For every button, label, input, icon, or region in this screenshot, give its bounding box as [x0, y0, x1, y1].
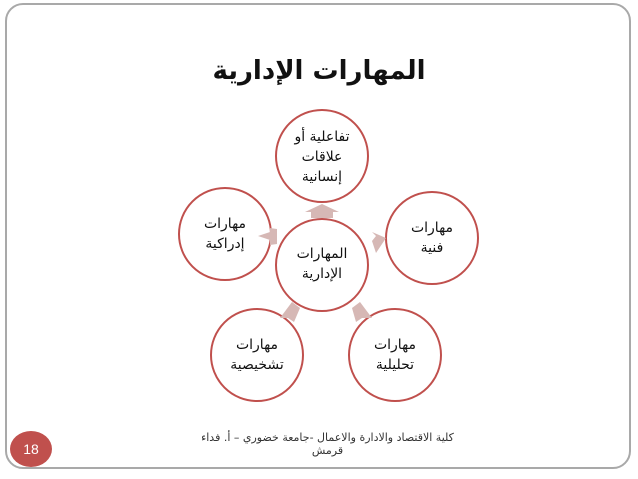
slide-title: المهارات الإدارية: [212, 56, 426, 86]
node-top-line-2: علاقات: [301, 149, 343, 165]
node-bottom-left-line-1: مهارات: [235, 337, 279, 353]
slide-footer: كلية الاقتصاد والادارة والاعمال -جامعة خضوري – أ. فداء قرمش: [201, 431, 454, 457]
node-right-label: [386, 218, 478, 258]
node-top-label: [276, 127, 368, 187]
node-right-line-2: فنية: [420, 240, 444, 256]
node-left-label: [179, 214, 271, 254]
node-bottom-right-label: [349, 335, 441, 375]
arrow-up: [305, 204, 339, 218]
node-bottom-left-line-2: تشخيصية: [230, 357, 284, 373]
node-left-line-1: مهارات: [203, 216, 247, 232]
arrow-right: [372, 232, 386, 253]
center-node-label: [276, 244, 368, 284]
node-bottom-left-label: [211, 335, 303, 375]
node-bottom-right-line-2: تحليلية: [375, 357, 415, 373]
center-line-1: المهارات: [296, 246, 348, 262]
node-top-line-3: إنسانية: [301, 169, 343, 185]
node-left-line-2: إدراكية: [205, 236, 245, 252]
center-line-2: الإدارية: [301, 266, 343, 282]
node-top-line-1: تفاعلية أو: [294, 129, 350, 145]
node-right-line-1: مهارات: [410, 220, 454, 236]
page-number-badge: 18: [10, 431, 52, 467]
node-bottom-right-line-1: مهارات: [373, 337, 417, 353]
